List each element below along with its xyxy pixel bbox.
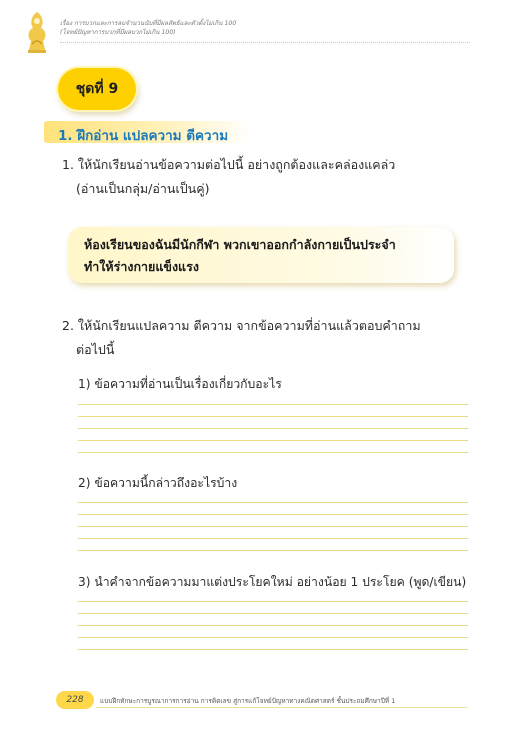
passage-line-1: ห้องเรียนของฉันมีนักกีฬา พวกเขาออกกำลังกายเป็นประจำ [84, 237, 396, 252]
question-1-line-1: 1. ให้นักเรียนอ่านข้อความต่อไปนี้ อย่างถูกต้องและคล่องแคล่ว [62, 157, 396, 172]
header-divider [60, 42, 470, 43]
page-number-badge: 228 [56, 691, 94, 709]
question-2-line-2: ต่อไปนี้ [76, 342, 115, 357]
answer-line[interactable] [78, 625, 468, 626]
answer-line[interactable] [78, 428, 468, 429]
reading-passage [84, 234, 454, 278]
header-line-2: (โจทย์ปัญหาการบวกที่มีผลบวกไม่เกิน 100) [60, 29, 176, 36]
question-2 [62, 314, 421, 362]
answer-line[interactable] [78, 637, 468, 638]
answer-lines-3[interactable] [78, 601, 468, 661]
answer-line[interactable] [78, 550, 468, 551]
school-logo-icon [22, 10, 52, 54]
answer-lines-2[interactable] [78, 502, 468, 562]
answer-line[interactable] [78, 416, 468, 417]
footer-divider [96, 707, 468, 708]
answer-lines-1[interactable] [78, 404, 468, 464]
question-2-line-1: 2. ให้นักเรียนแปลความ ตีความ จากข้อความที่อ่านแล้วตอบคำถาม [62, 318, 421, 333]
answer-line[interactable] [78, 404, 468, 405]
sub-question-2: 2) ข้อความนี้กล่าวถึงอะไรบ้าง [78, 476, 238, 490]
header-line-1: เรื่อง การบวกและการลบจำนวนนับที่มีผลลัพธ์และตัวตั้งไม่เกิน 100 [60, 20, 237, 27]
answer-line[interactable] [78, 514, 468, 515]
header-text [60, 19, 236, 37]
answer-line[interactable] [78, 538, 468, 539]
sub-question-1: 1) ข้อความที่อ่านเป็นเรื่องเกี่ยวกับอะไร [78, 377, 282, 391]
answer-line[interactable] [78, 502, 468, 503]
set-badge: ชุดที่ 9 [58, 68, 136, 110]
passage-line-2: ทำให้ร่างกายแข็งแรง [84, 259, 199, 274]
sub-question-3: 3) นำคำจากข้อความมาแต่งประโยคใหม่ อย่างน้อย 1 ประโยค (พูด/เขียน) [78, 575, 467, 589]
question-1-line-2: (อ่านเป็นกลุ่ม/อ่านเป็นคู่) [76, 181, 210, 196]
question-1 [62, 153, 395, 201]
footer-title: แบบฝึกทักษะการบูรณาการการอ่าน การคิดเลข สู่การแก้โจทย์ปัญหาทางคณิตศาสตร์ ชั้นประถมศึกษาปีที่ 1 [100, 697, 396, 705]
answer-line[interactable] [78, 601, 468, 602]
answer-line[interactable] [78, 613, 468, 614]
section-title: 1. ฝึกอ่าน แปลความ ตีความ [58, 128, 229, 144]
answer-line[interactable] [78, 440, 468, 441]
answer-line[interactable] [78, 526, 468, 527]
answer-line[interactable] [78, 649, 468, 650]
answer-line[interactable] [78, 452, 468, 453]
